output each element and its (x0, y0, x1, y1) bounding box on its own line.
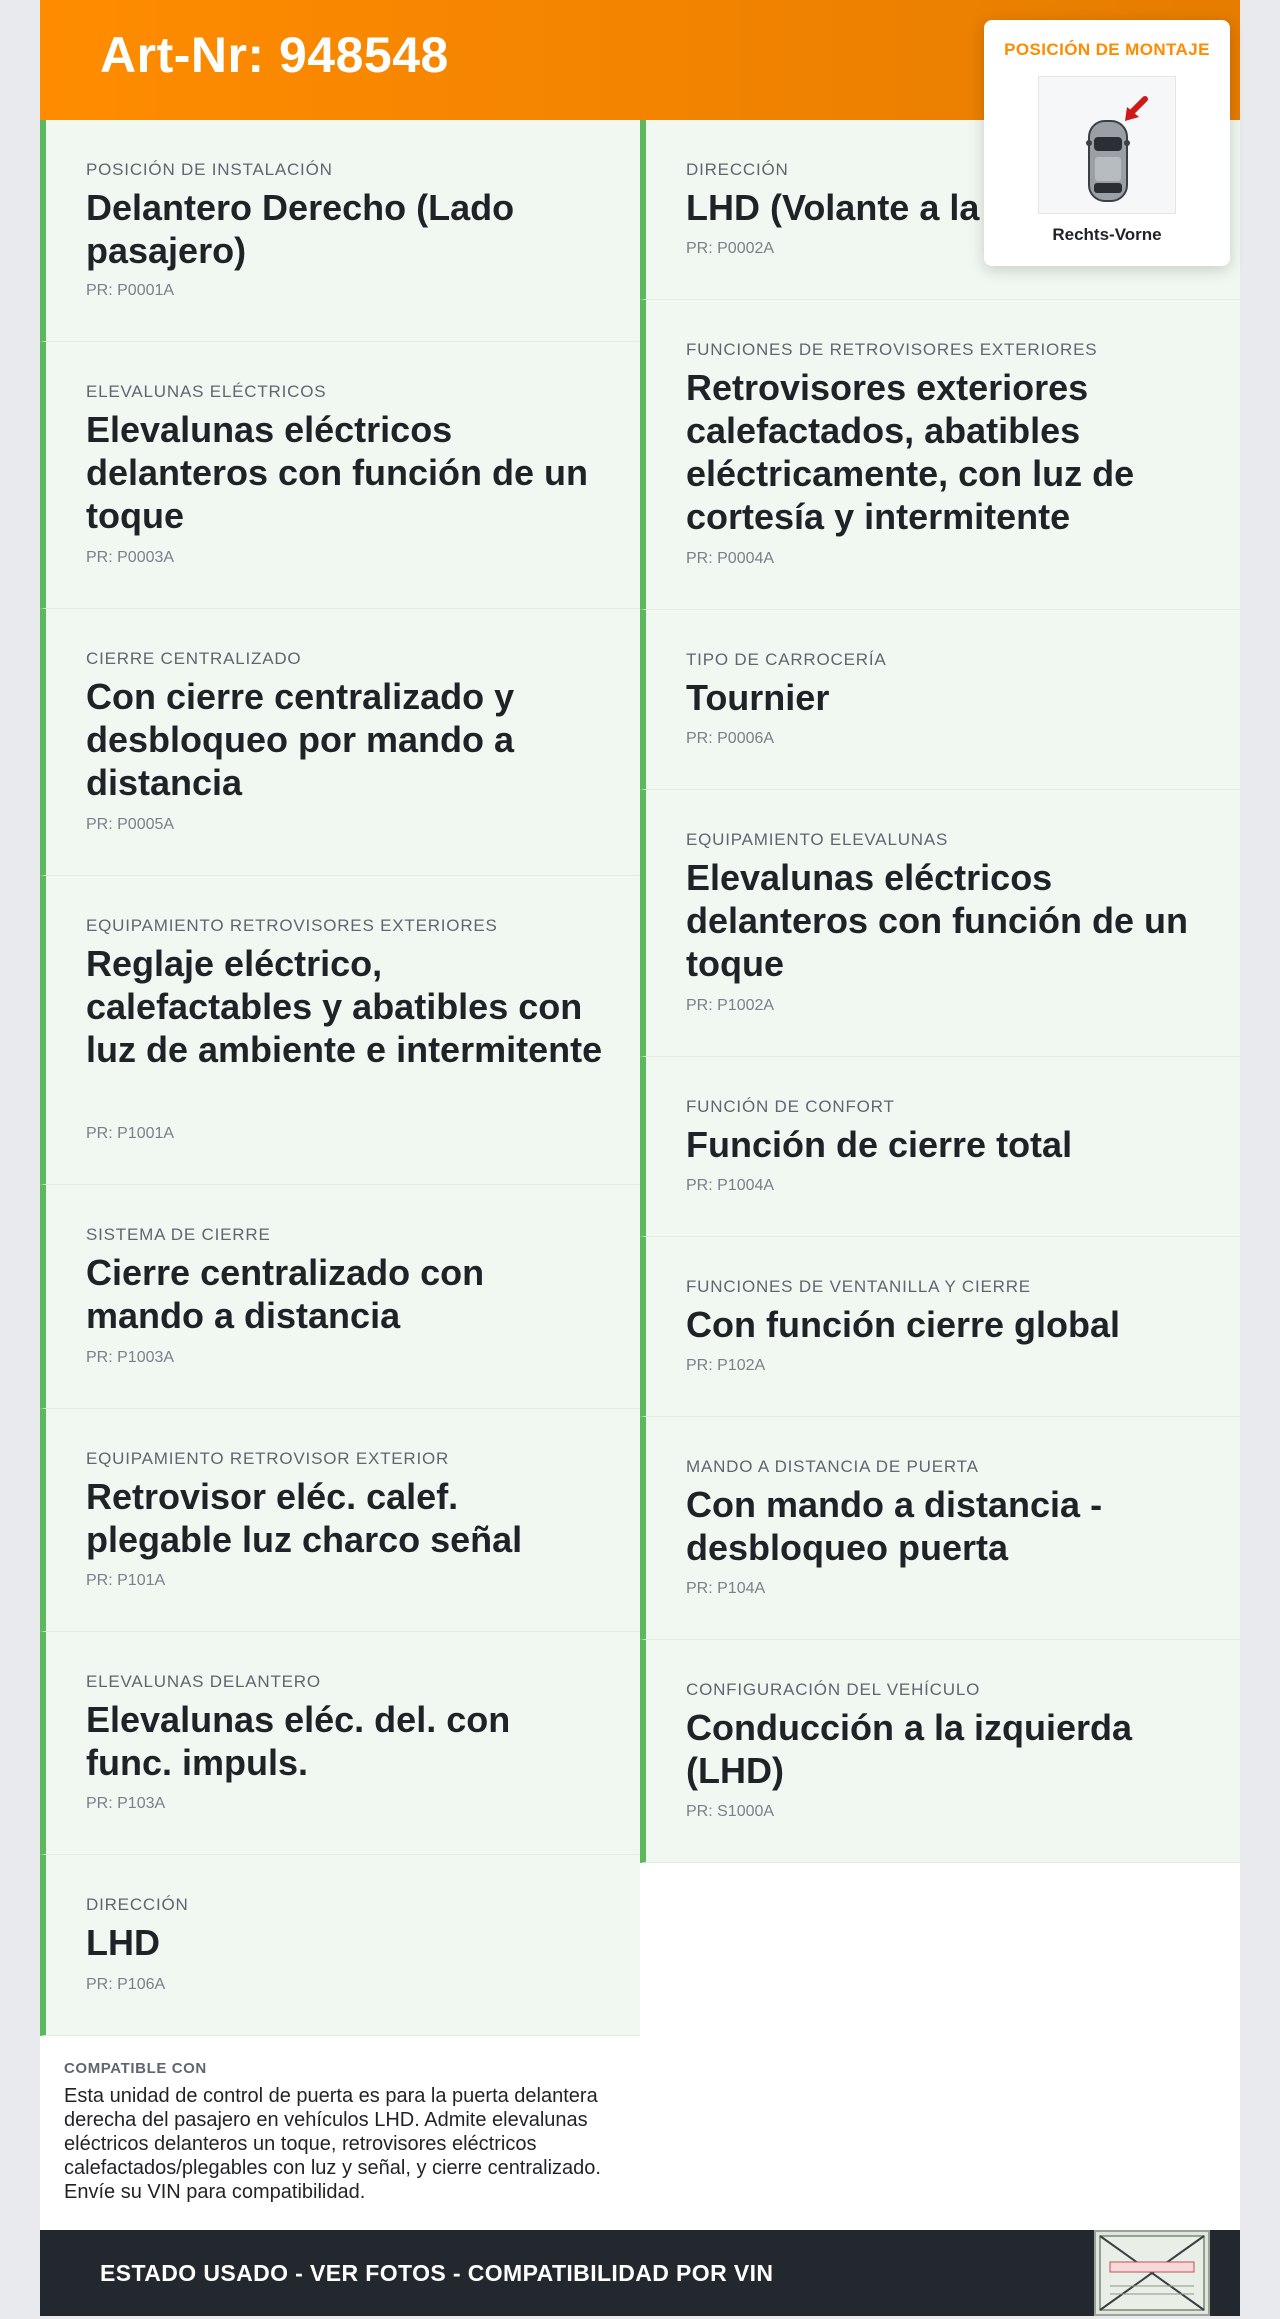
spec-value: Función de cierre total (686, 1124, 1073, 1165)
spec-card (40, 1409, 640, 1632)
mounting-position-title: POSICIÓN DE MONTAJE (1004, 40, 1210, 59)
spec-pr-code: PR: P102A (686, 1357, 766, 1374)
spec-card (640, 610, 1240, 790)
spec-value: Conducción a la izquierda (LHD) (686, 1707, 1133, 1791)
spec-value: Elevalunas eléctricos delanteros con función de un toque (686, 857, 1189, 984)
spec-pr-code: PR: P1001A (86, 1125, 175, 1142)
spec-card (40, 120, 640, 342)
mounting-position-card (984, 20, 1230, 266)
spec-value: LHD (86, 1922, 160, 1963)
spec-value: Con cierre centralizado y desbloqueo por mando a distancia (86, 676, 515, 803)
footer-text: ESTADO USADO - VER FOTOS - COMPATIBILIDAD POR VIN (100, 2260, 774, 2286)
spec-value: Cierre centralizado con mando a distancia (86, 1252, 485, 1336)
spec-value: Tournier (686, 677, 830, 718)
spec-card (640, 1237, 1240, 1417)
spec-value: Delantero Derecho (Lado pasajero) (86, 187, 515, 271)
spec-value: Elevalunas eléc. del. con func. impuls. (86, 1699, 511, 1783)
spec-card (640, 1057, 1240, 1237)
spec-pr-code: PR: P0005A (86, 816, 175, 833)
spec-card (640, 300, 1240, 610)
car-top-view-icon (1038, 76, 1176, 214)
spec-label: SISTEMA DE CIERRE (86, 1225, 271, 1244)
spec-card (40, 1855, 640, 2036)
spec-label: EQUIPAMIENTO ELEVALUNAS (686, 830, 949, 849)
compatibility-section (40, 2036, 640, 2230)
spec-pr-code: PR: P103A (86, 1795, 166, 1812)
spec-label: POSICIÓN DE INSTALACIÓN (86, 160, 333, 179)
compatibility-label: COMPATIBLE CON (64, 2060, 207, 2077)
spec-card (40, 342, 640, 609)
spec-pr-code: PR: P104A (686, 1580, 766, 1597)
spec-pr-code: PR: P0002A (686, 240, 775, 257)
spec-pr-code: PR: P1002A (686, 997, 775, 1014)
spec-pr-code: PR: P0004A (686, 550, 775, 567)
mounting-position-caption: Rechts-Vorne (1052, 225, 1162, 244)
spec-value: LHD (Volante a la (686, 187, 980, 228)
spec-value: Retrovisores exteriores calefactados, abatibles eléctricamente, con luz de cortesía y intermitente (686, 367, 1135, 537)
spec-label: TIPO DE CARROCERÍA (686, 650, 887, 669)
spec-pr-code: PR: P0006A (686, 730, 775, 747)
spec-label: ELEVALUNAS ELÉCTRICOS (86, 382, 327, 401)
spec-pr-code: PR: P1003A (86, 1349, 175, 1366)
spec-card (640, 1640, 1240, 1863)
spec-label: CONFIGURACIÓN DEL VEHÍCULO (686, 1680, 981, 1699)
spec-label: FUNCIONES DE RETROVISORES EXTERIORES (686, 340, 1098, 359)
spec-pr-code: PR: P106A (86, 1976, 166, 1993)
footer-bar (40, 2230, 1240, 2316)
spec-label: ELEVALUNAS DELANTERO (86, 1672, 321, 1691)
spec-pr-code: PR: S1000A (686, 1803, 775, 1820)
spec-label: CIERRE CENTRALIZADO (86, 649, 302, 668)
spec-pr-code: PR: P101A (86, 1572, 166, 1589)
spec-value: Con función cierre global (686, 1304, 1121, 1345)
spec-label: DIRECCIÓN (86, 1895, 189, 1914)
compatibility-text: Esta unidad de control de puerta es para la puerta delantera derecha del pasajero en vehículos LHD. Admite elevalunas eléctricos delanteros un toque, retrovisores eléctricos calefactados/plegables con luz y señal, y cierre centralizado. Envíe su VIN para compatibilidad. (64, 2085, 601, 2203)
spec-value: Retrovisor eléc. calef. plegable luz charco señal (86, 1476, 523, 1560)
postage-stamp-icon (1094, 2230, 1210, 2316)
spec-pr-code: PR: P0001A (86, 282, 175, 299)
article-number: Art-Nr: 948548 (100, 27, 449, 83)
spec-label: DIRECCIÓN (686, 160, 789, 179)
spec-pr-code: PR: P1004A (686, 1177, 775, 1194)
spec-label: FUNCIÓN DE CONFORT (686, 1097, 895, 1116)
spec-value: Con mando a distancia - desbloqueo puerta (686, 1484, 1103, 1568)
spec-value: Elevalunas eléctricos delanteros con función de un toque (86, 409, 589, 536)
spec-card (640, 790, 1240, 1057)
spec-card (40, 876, 640, 1185)
spec-pr-code: PR: P0003A (86, 549, 175, 566)
spec-label: FUNCIONES DE VENTANILLA Y CIERRE (686, 1277, 1031, 1296)
spec-card (640, 1417, 1240, 1640)
spec-card (40, 609, 640, 876)
spec-card (40, 1632, 640, 1855)
spec-label: EQUIPAMIENTO RETROVISORES EXTERIORES (86, 916, 498, 935)
spec-card (40, 1185, 640, 1409)
spec-label: EQUIPAMIENTO RETROVISOR EXTERIOR (86, 1449, 450, 1468)
page (40, 0, 1240, 2316)
spec-value: Reglaje eléctrico, calefactables y abatibles con luz de ambiente e intermitente (86, 943, 603, 1070)
spec-label: MANDO A DISTANCIA DE PUERTA (686, 1457, 979, 1476)
